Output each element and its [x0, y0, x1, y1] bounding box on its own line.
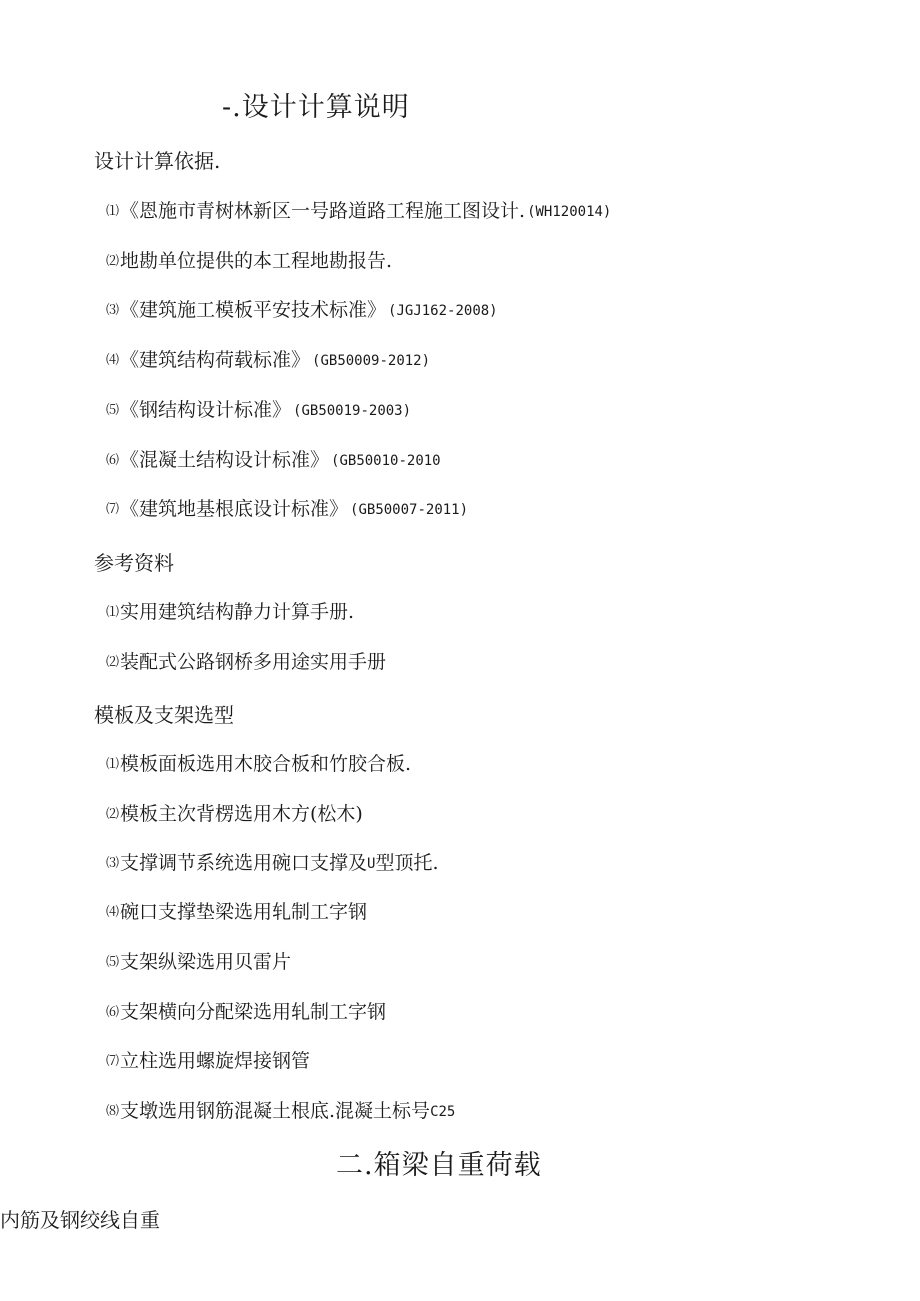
list-item [106, 805, 363, 824]
item-number: ⑵ [106, 254, 120, 269]
item-code: (WH120014) [527, 204, 612, 220]
item-number: ⑸ [106, 403, 120, 418]
item-number: ⑷ [106, 905, 120, 920]
list-item [106, 1003, 386, 1022]
item-number: ⑶ [106, 856, 120, 871]
item-number: ⑴ [106, 605, 120, 620]
item-text: 立柱选用螺旋焊接钢管 [120, 1050, 311, 1072]
item-text: 模板面板选用木胶合板和竹胶合板. [120, 753, 412, 775]
list-item [106, 755, 411, 774]
item-code: (JGJ162-2008) [388, 303, 498, 319]
item-text: 实用建筑结构静力计算手册. [120, 601, 355, 623]
item-text-latin: C25 [430, 1104, 456, 1120]
heading-references: 参考资料 [94, 551, 174, 575]
item-text: 碗口支撑垫梁选用轧制工字钢 [120, 901, 368, 923]
list-item [106, 854, 439, 873]
list-item [106, 1052, 310, 1071]
item-text: 模板主次背楞选用木方(松木) [120, 803, 363, 825]
item-text: 支架横向分配梁选用轧制工字钢 [120, 1001, 387, 1023]
item-text: 支撑调节系统选用碗口支撑及 [120, 852, 368, 874]
list-item [106, 1102, 455, 1121]
item-number: ⑵ [106, 655, 120, 670]
item-code: (GB50007-2011) [350, 502, 469, 518]
item-number: ⑺ [106, 1054, 120, 1069]
item-text: 支墩选用钢筋混凝土根底.混凝土标号 [120, 1100, 431, 1122]
paragraph-first-line: 内筋及钢绞线自重 [0, 1208, 160, 1232]
item-text: 《建筑地基根底设计标准》 [120, 498, 349, 520]
list-item [106, 903, 367, 922]
section-title-1: -.设计计算说明 [222, 92, 410, 123]
item-text: 《建筑结构荷载标准》 [120, 349, 311, 371]
item-number: ⑸ [106, 955, 120, 970]
item-code: (GB50019-2003) [293, 403, 412, 419]
list-item [106, 451, 441, 470]
item-text: 支架纵梁选用贝雷片 [120, 951, 292, 973]
list-item [106, 500, 468, 519]
item-text: 装配式公路钢桥多用途实用手册 [120, 651, 387, 673]
item-number: ⑶ [106, 303, 120, 318]
item-number: ⑷ [106, 353, 120, 368]
list-item [106, 401, 411, 420]
list-item [106, 351, 430, 370]
item-code: (GB50009-2012) [312, 353, 431, 369]
item-text-latin: U [367, 856, 376, 872]
list-item [106, 202, 611, 221]
heading-selection: 模板及支架选型 [94, 703, 234, 727]
item-text: 型顶托. [375, 852, 439, 874]
section-title-2: 二.箱梁自重荷载 [336, 1150, 542, 1181]
item-text: 《钢结构设计标准》 [120, 399, 292, 421]
item-number: ⑹ [106, 453, 120, 468]
item-text: 《混凝土结构设计标准》 [120, 449, 330, 471]
heading-design-basis: 设计计算依据. [94, 149, 221, 173]
item-number: ⑵ [106, 807, 120, 822]
list-item [106, 603, 354, 622]
item-text: 地勘单位提供的本工程地勘报告. [120, 250, 393, 272]
item-number: ⑻ [106, 1104, 120, 1119]
item-number: ⑴ [106, 204, 120, 219]
item-text: 《恩施市青树林新区一号路道路工程施工图设计. [120, 200, 526, 222]
list-item [106, 653, 386, 672]
list-item [106, 301, 498, 320]
item-number: ⑺ [106, 502, 120, 517]
item-number: ⑴ [106, 757, 120, 772]
item-code: (GB50010-2010 [331, 453, 441, 469]
list-item [106, 953, 291, 972]
item-text: 《建筑施工模板平安技术标准》 [120, 299, 387, 321]
item-number: ⑹ [106, 1005, 120, 1020]
list-item [106, 252, 392, 271]
